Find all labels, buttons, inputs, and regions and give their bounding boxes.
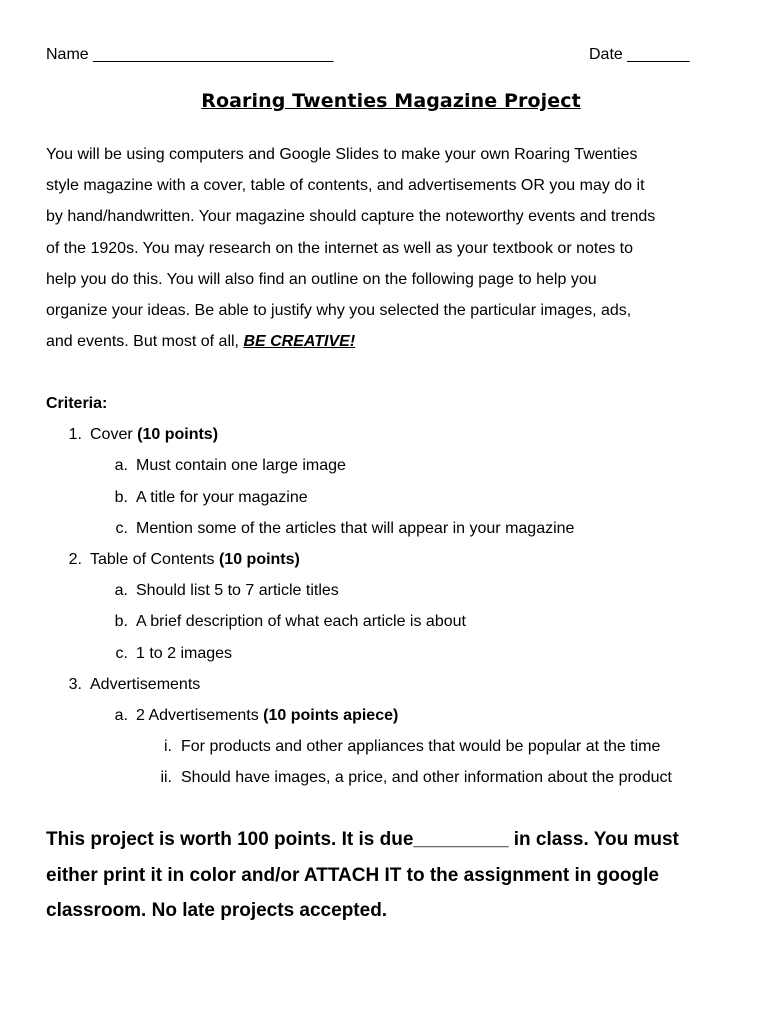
item-label: Cover <box>90 426 138 444</box>
subitem-points: (10 points apiece) <box>263 706 399 724</box>
criteria-subitem <box>46 513 736 544</box>
notice-line: either print it in color and/or ATTACH IT to the assignment in google <box>46 864 659 886</box>
item-text <box>90 544 300 575</box>
criteria-item <box>46 669 736 700</box>
intro-paragraph <box>46 139 736 357</box>
criteria-item <box>46 419 736 450</box>
criteria-subsubitem <box>46 731 736 762</box>
criteria-subitem <box>46 575 736 606</box>
intro-line: of the 1920s. You may research on the internet as well as your textbook or notes to <box>46 239 634 257</box>
subitem-letter: b. <box>114 488 128 506</box>
criteria-subitem <box>46 700 736 731</box>
page-title: Roaring Twenties Magazine Project <box>201 90 581 112</box>
criteria-subsubitem <box>46 762 736 793</box>
intro-line: You will be using computers and Google Slides to make your own Roaring Twenties <box>46 146 638 163</box>
item-label: Table of Contents <box>90 550 219 568</box>
subitem-text: Mention some of the articles that will appear in your magazine <box>136 519 575 537</box>
be-creative-emphasis: BE CREATIVE! <box>243 333 356 351</box>
criteria-item <box>46 544 736 575</box>
subitem-text: A brief description of what each article is about <box>136 613 466 631</box>
subitem-letter: a. <box>114 582 128 600</box>
subitem-text: 1 to 2 images <box>136 644 233 662</box>
notice-line: This project is worth 100 points. It is due_________ in class. You must <box>46 829 679 850</box>
subitem-text: Should list 5 to 7 article titles <box>136 582 339 600</box>
criteria-heading: Criteria: <box>46 395 108 412</box>
intro-line: help you do this. You will also find an outline on the following page to help you <box>46 270 597 288</box>
item-points: (10 points) <box>137 426 219 444</box>
subitem-letter: a. <box>114 457 128 475</box>
item-text: Advertisements <box>90 675 201 693</box>
subsubitem-text: Should have images, a price, and other information about the product <box>181 769 672 787</box>
criteria-subitem <box>46 606 736 637</box>
criteria-section <box>46 388 736 793</box>
notice-line: classroom. No late projects accepted. <box>46 900 388 921</box>
criteria-subitem <box>46 638 736 669</box>
subitem-label: 2 Advertisements <box>136 706 264 724</box>
item-number: 2. <box>68 550 82 568</box>
subitem-text: A title for your magazine <box>136 488 308 506</box>
intro-line: by hand/handwritten. Your magazine should capture the noteworthy events and trends <box>46 208 656 226</box>
subitem-letter: c. <box>115 519 128 537</box>
criteria-subitem <box>46 450 736 481</box>
subsubitem-roman: ii. <box>160 769 172 787</box>
item-number: 1. <box>68 426 82 444</box>
intro-line: organize your ideas. Be able to justify why you selected the particular images, ads, <box>46 302 632 320</box>
subitem-letter: c. <box>115 644 128 662</box>
date-field: Date _______ <box>589 46 690 63</box>
name-field: Name ___________________________ <box>46 46 334 63</box>
item-points: (10 points) <box>218 550 300 568</box>
criteria-subitem <box>46 482 736 513</box>
subitem-letter: a. <box>114 706 128 724</box>
subitem-letter: b. <box>114 613 128 631</box>
item-text <box>90 419 218 450</box>
subsubitem-text: For products and other appliances that would be popular at the time <box>181 738 661 756</box>
item-number: 3. <box>68 675 82 693</box>
due-date-notice <box>46 822 736 929</box>
document-page <box>46 0 736 1024</box>
header-row <box>46 46 736 70</box>
intro-last-prefix: and events. But most of all, <box>46 333 244 351</box>
intro-line: style magazine with a cover, table of contents, and advertisements OR you may do it <box>46 177 645 195</box>
intro-line-last <box>46 326 736 357</box>
subitem-text: Must contain one large image <box>136 457 346 475</box>
subsubitem-roman: i. <box>164 738 172 756</box>
subitem-text <box>136 700 398 731</box>
